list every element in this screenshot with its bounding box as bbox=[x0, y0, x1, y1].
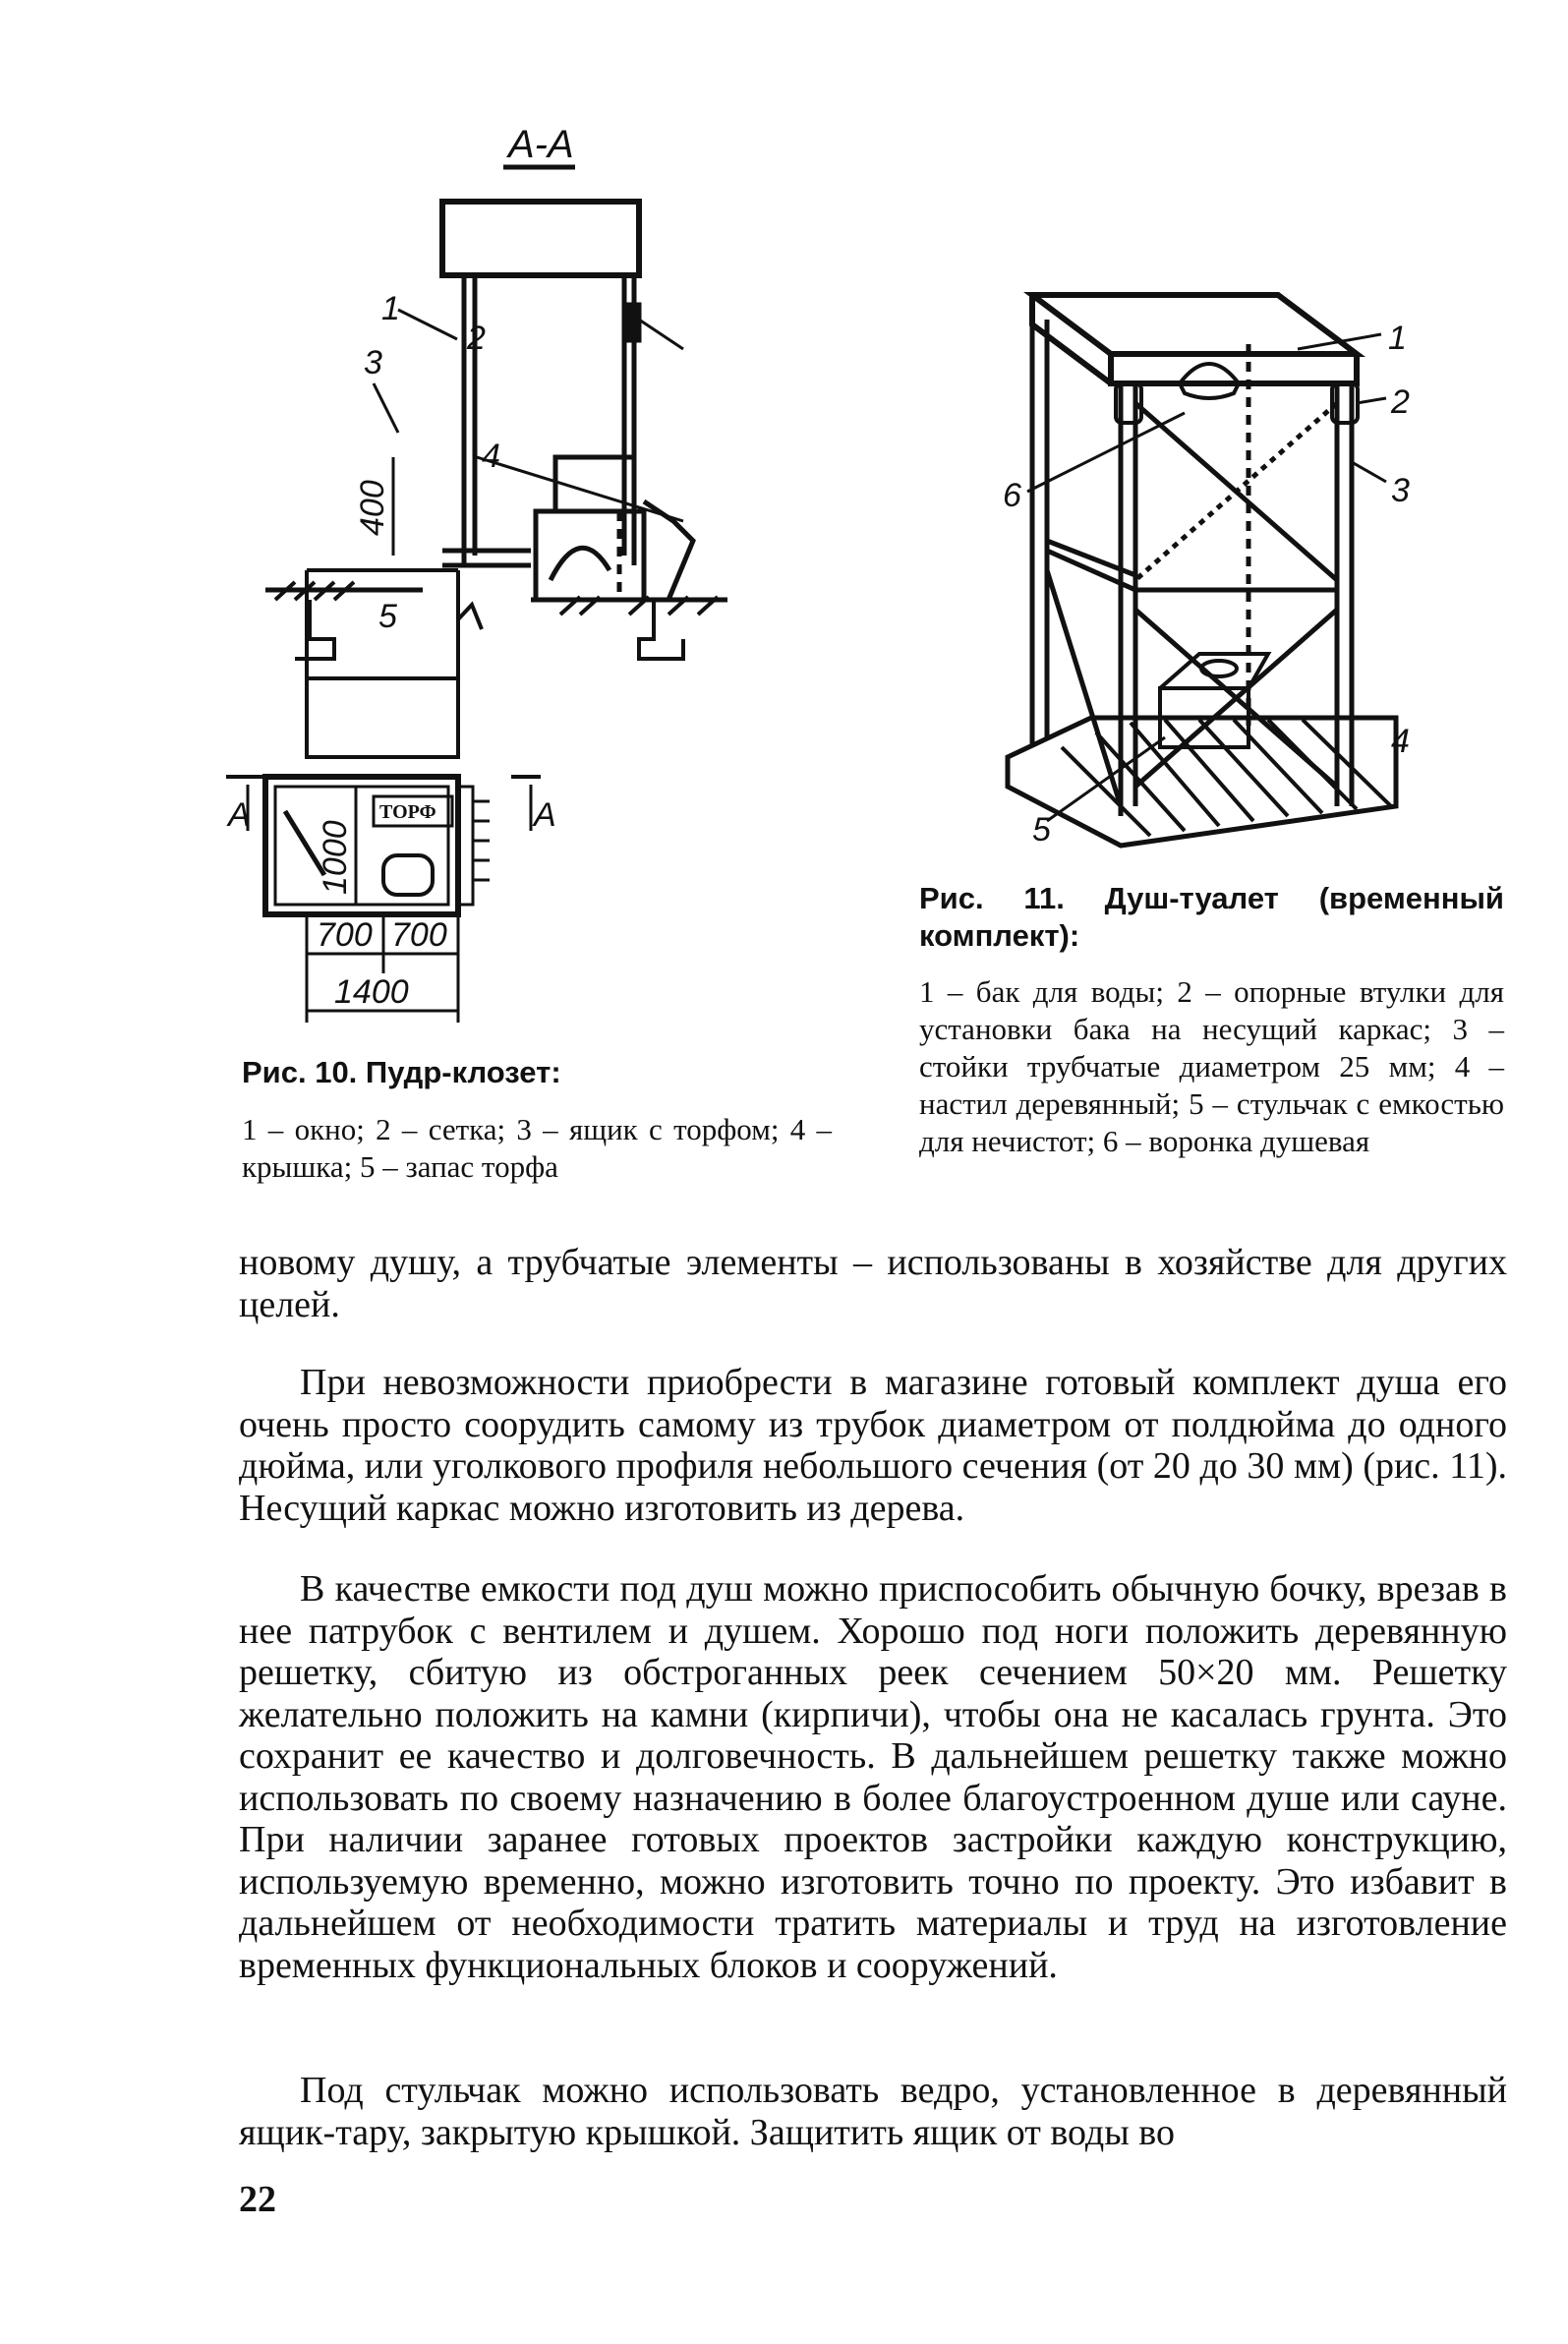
fig11-callout-5: 5 bbox=[1032, 811, 1051, 849]
peat-label: ТОРФ bbox=[379, 801, 436, 823]
callout-5: 5 bbox=[378, 598, 397, 635]
cut-mark-right: А bbox=[534, 796, 556, 834]
figure-11-caption-text: 1 – бак для воды; 2 – опорные втулки для установки бака на несущий каркас; 3 – стойки трубчатые диаметром 25 мм; 4 – настил деревянный; 5 – стульчак с емкостью для нечистот; 6 – воронка душевая bbox=[919, 974, 1504, 1158]
callout-4: 4 bbox=[482, 438, 500, 475]
paragraph-4: Под стульчак можно использовать ведро, установленное в деревянный ящик-тару, закрытую крышкой. Защитить ящик от воды во bbox=[239, 2070, 1507, 2153]
figure-10-drawing bbox=[228, 108, 845, 1052]
cut-mark-left: А bbox=[228, 796, 251, 834]
fig11-callout-1: 1 bbox=[1388, 320, 1407, 357]
figure-11-drawing bbox=[1003, 256, 1416, 849]
fig11-callout-6: 6 bbox=[1003, 477, 1021, 514]
paragraph-2: При невозможности приобрести в магазине готовый комплект душа его очень просто соорудить самому из трубок диаметром от полдюйма до одного дюйма, или уголкового профиля небольшого сечения (от 20 до 30 мм) (рис. 11). Несущий каркас можно изготовить из дерева. bbox=[239, 1362, 1507, 1529]
figure-10-caption-title: Рис. 10. Пудр-клозет: bbox=[242, 1055, 561, 1089]
figure-11-caption-title: Рис. 11. Душ-туалет (временный комплект): bbox=[919, 881, 1504, 953]
dim-1400: 1400 bbox=[334, 973, 409, 1011]
callout-3: 3 bbox=[364, 344, 382, 381]
dim-1000: 1000 bbox=[317, 820, 354, 895]
dim-400: 400 bbox=[354, 480, 391, 536]
paragraph-1: новому душу, а трубчатые элементы – использованы в хозяйстве для других целей. bbox=[239, 1242, 1507, 1325]
fig11-callout-4: 4 bbox=[1391, 723, 1410, 760]
fig11-callout-2: 2 bbox=[1391, 383, 1410, 421]
callout-1: 1 bbox=[381, 290, 400, 327]
callout-2: 2 bbox=[467, 320, 486, 357]
paragraph-3: В качестве емкости под душ можно приспособить обычную бочку, врезав в нее патрубок с вентилем и душем. Хорошо под ноги положить деревянную решетку, сбитую из обстроганных реек сечением 50×20 мм. Решетку желательно положить на камни (кирпичи), чтобы она не касалась грунта. Это сохранит ее качество и долговечность. В дальнейшем решетку также можно использовать по своему назначению в более благоустроенном душе или сауне. При наличии заранее готовых проектов застройки каждую конструкцию, используемую временно, можно изготовить точно по проекту. Это избавит в дальнейшем от необходимости тратить материалы и труд на изготовление временных функциональных блоков и сооружений. bbox=[239, 1568, 1507, 1986]
dim-700-left: 700 bbox=[317, 916, 373, 954]
page-number: 22 bbox=[239, 2179, 276, 2220]
fig11-callout-3: 3 bbox=[1391, 472, 1410, 509]
dim-700-right: 700 bbox=[391, 916, 447, 954]
figure-10-caption-text: 1 – окно; 2 – сетка; 3 – ящик с торфом; 4 – крышка; 5 – запас торфа bbox=[242, 1112, 832, 1184]
section-label: А-А bbox=[508, 123, 574, 166]
